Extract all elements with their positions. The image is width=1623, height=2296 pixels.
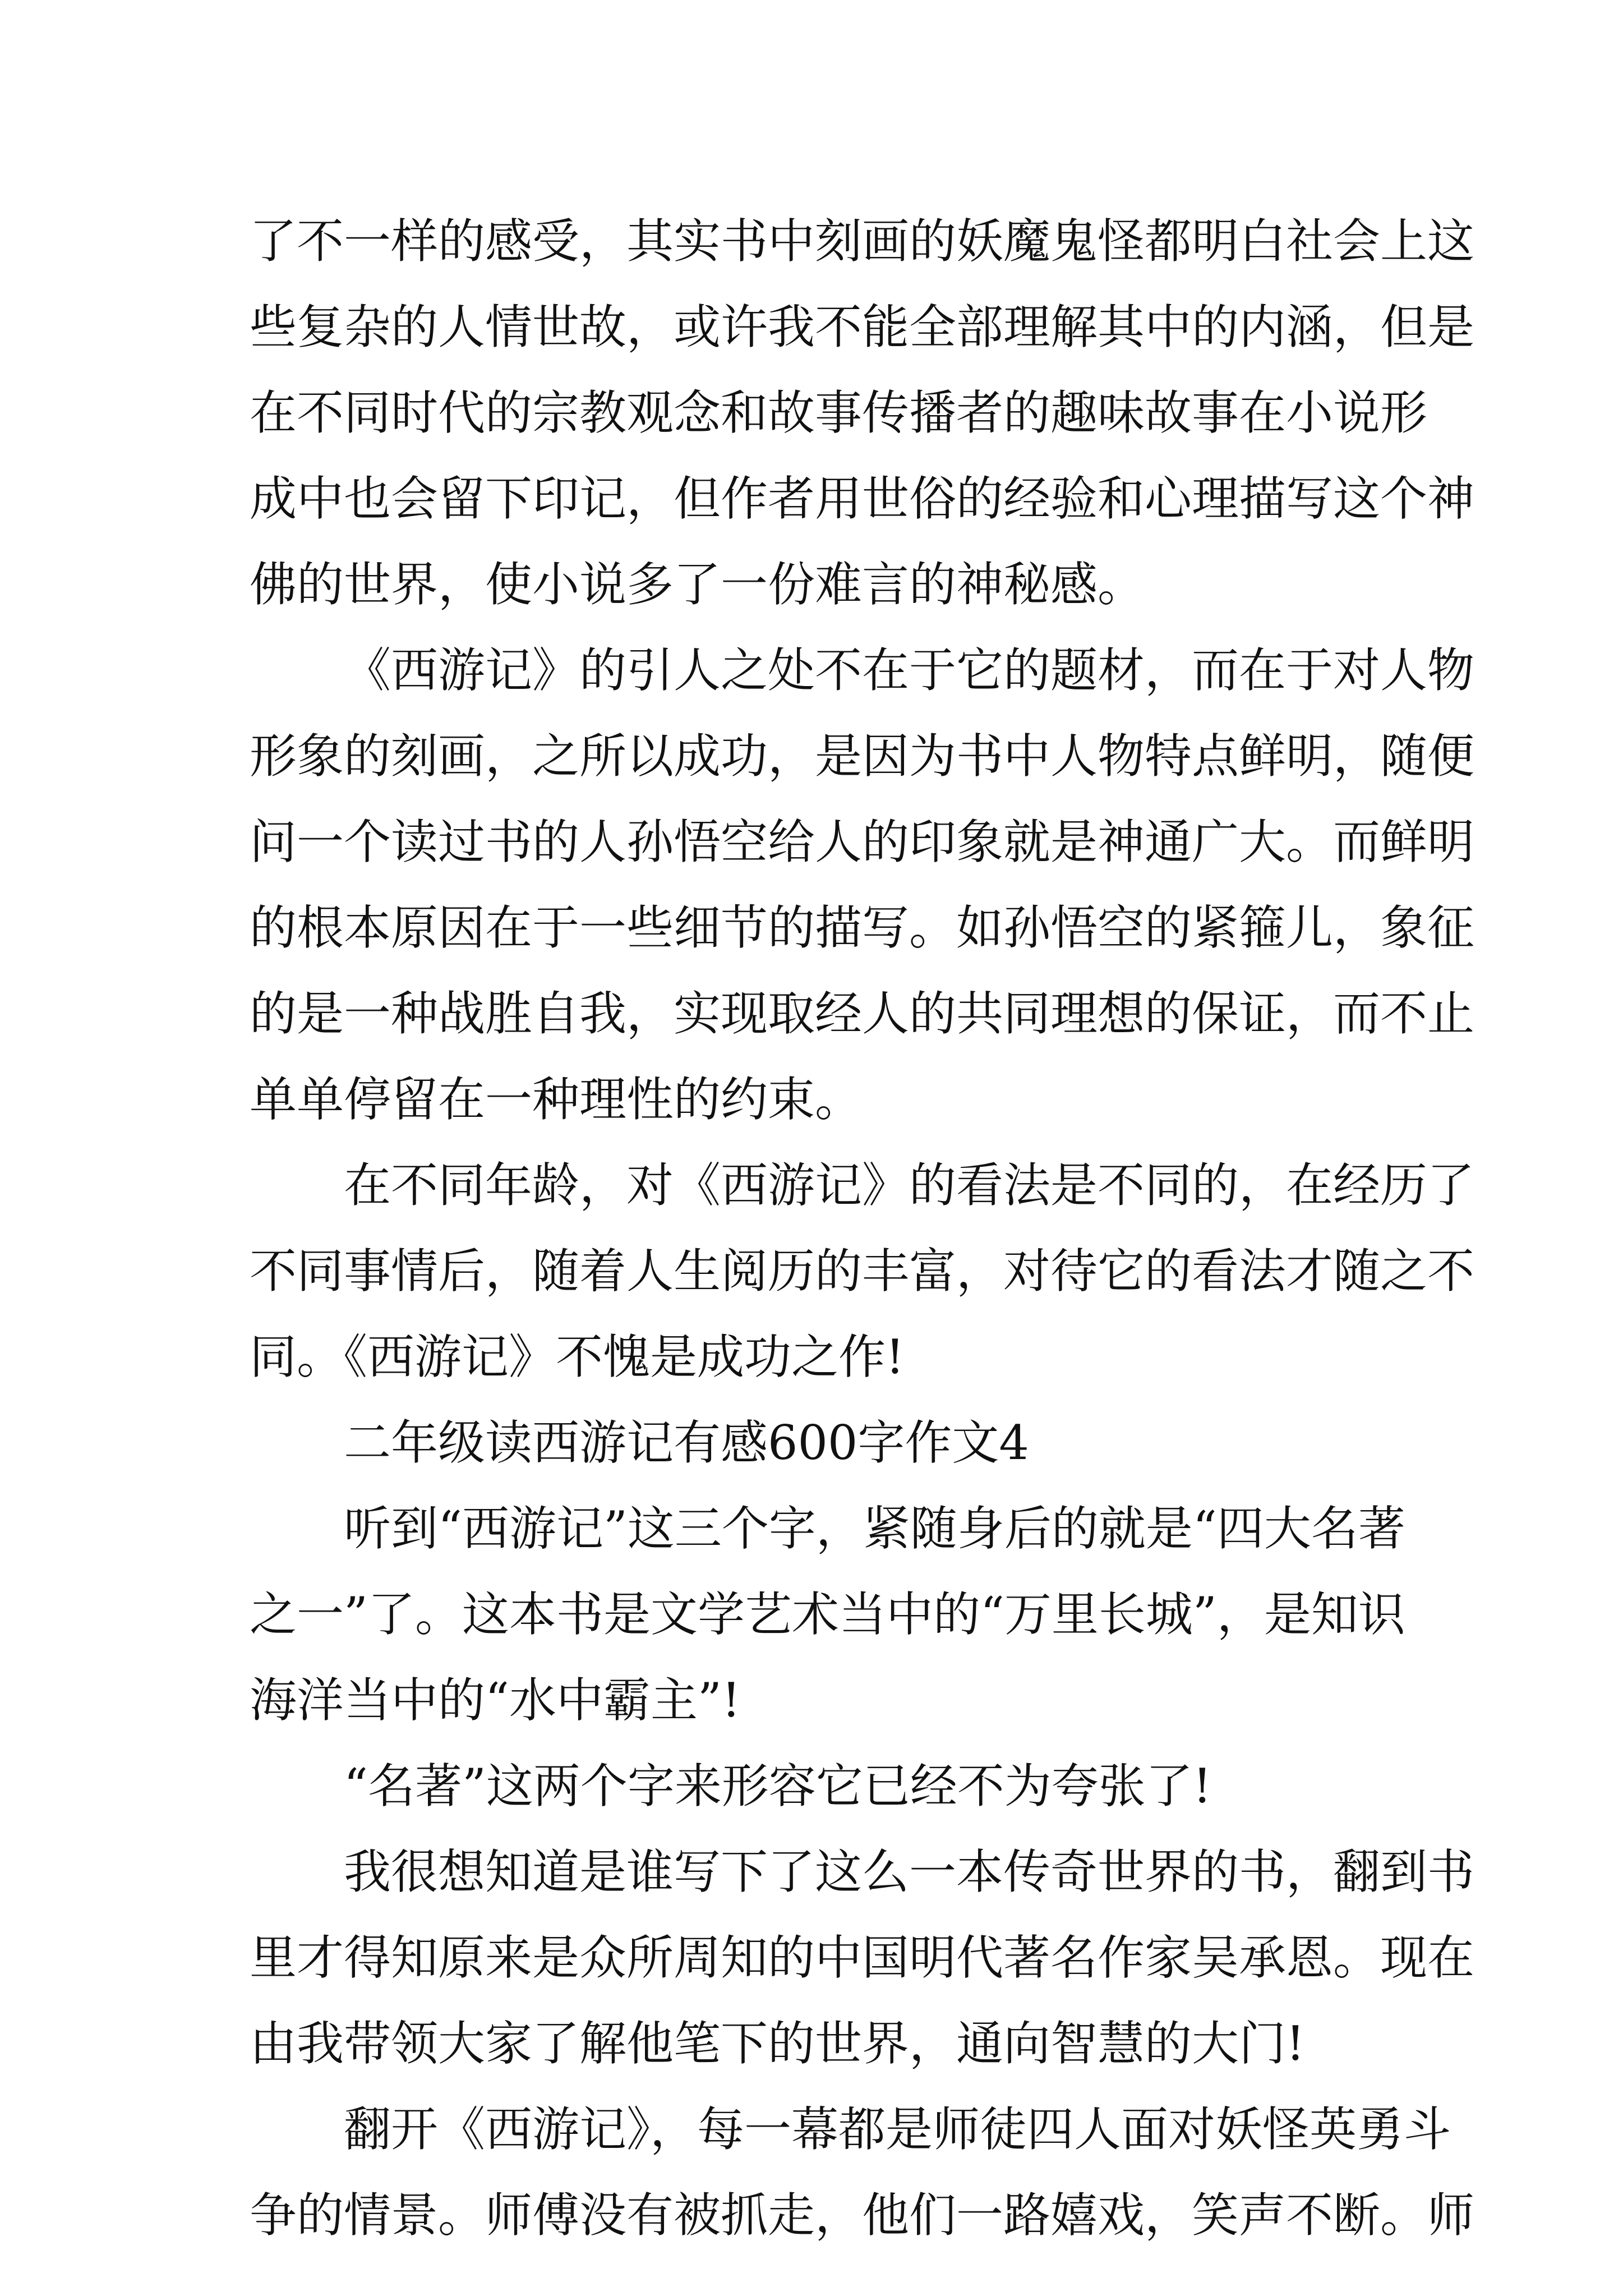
paragraph-first-line: 听到“西游记”这三个字，紧随身后的就是“四大名著 bbox=[344, 1501, 1405, 1556]
text-line: 了不一样的感受，其实书中刻画的妖魔鬼怪都明白社会上这 bbox=[250, 214, 1475, 269]
paragraph-first-line: 我很想知道是谁写下了这么一本传奇世界的书，翻到书 bbox=[344, 1844, 1475, 1899]
text-line: 的是一种战胜自我，实现取经人的共同理想的保证，而不止 bbox=[250, 986, 1475, 1041]
text-line: 的根本原因在于一些细节的描写。如孙悟空的紧箍儿，象征 bbox=[250, 900, 1475, 955]
text-line: 里才得知原来是众所周知的中国明代著名作家吴承恩。现在 bbox=[250, 1930, 1475, 1985]
text-line: 不同事情后，随着人生阅历的丰富，对待它的看法才随之不 bbox=[250, 1244, 1475, 1299]
text-line: 形象的刻画，之所以成功，是因为书中人物特点鲜明，随便 bbox=[250, 729, 1475, 784]
text-line: 争的情景。师傅没有被抓走，他们一路嬉戏，笑声不断。师 bbox=[250, 2188, 1475, 2243]
text-line: 问一个读过书的人孙悟空给人的印象就是神通广大。而鲜明 bbox=[250, 815, 1475, 869]
text-line: 佛的世界，使小说多了一份难言的神秘感。 bbox=[250, 557, 1145, 612]
text-line: 成中也会留下印记，但作者用世俗的经验和心理描写这个神 bbox=[250, 471, 1475, 526]
text-line: 由我带领大家了解他笔下的世界，通向智慧的大门! bbox=[250, 2016, 1305, 2071]
paragraph-first-line: “名著”这两个字来形容它已经不为夸张了! bbox=[344, 1759, 1212, 1814]
text-line: 在不同时代的宗教观念和故事传播者的趣味故事在小说形 bbox=[250, 385, 1428, 440]
text-line: 之一”了。这本书是文学艺术当中的“万里长城”，是知识 bbox=[250, 1587, 1405, 1642]
paragraph-first-line: 在不同年龄，对《西游记》的看法是不同的，在经历了 bbox=[344, 1158, 1475, 1213]
section-heading: 二年级读西游记有感600字作文4 bbox=[344, 1415, 1029, 1470]
text-line: 些复杂的人情世故，或许我不能全部理解其中的内涵，但是 bbox=[250, 300, 1475, 355]
paragraph-first-line: 《西游记》的引人之处不在于它的题材，而在于对人物 bbox=[344, 643, 1475, 698]
text-line: 海洋当中的“水中霸主”! bbox=[250, 1673, 741, 1728]
text-line: 同。《西游记》不愧是成功之作! bbox=[250, 1329, 905, 1384]
paragraph-first-line: 翻开《西游记》，每一幕都是师徒四人面对妖怪英勇斗 bbox=[344, 2102, 1451, 2157]
text-line: 单单停留在一种理性的约束。 bbox=[250, 1072, 863, 1127]
